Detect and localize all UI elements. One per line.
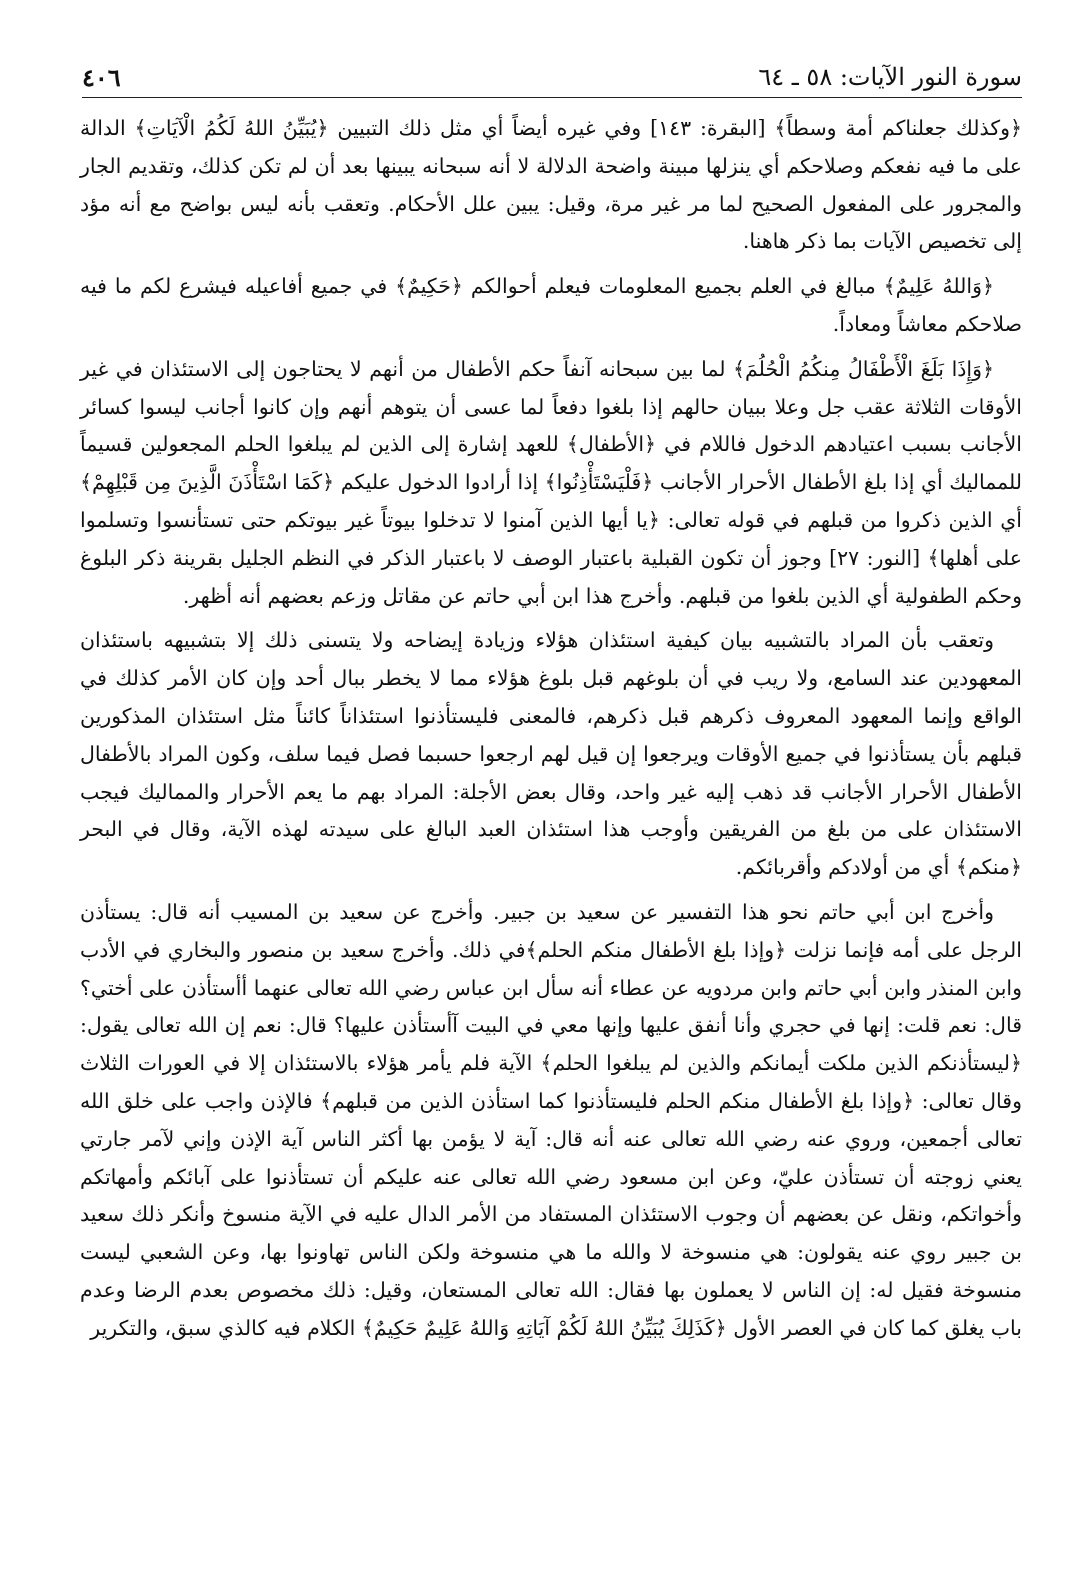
text-body bbox=[80, 110, 1022, 1355]
paragraph: ﴿وَاللهُ عَلِيمٌ﴾ مبالغ في العلم بجميع المعلومات فيعلم أحوالكم ﴿حَكِيمٌ﴾ في جميع أفاعيله فيشرع لكم ما فيه صلاحكم معاشاً ومعاداً. bbox=[80, 274, 1022, 336]
header-rule bbox=[82, 97, 1022, 98]
page-number: ٤٠٦ bbox=[82, 62, 121, 92]
running-title: سورة النور الآيات: ٥٨ ـ ٦٤ bbox=[758, 63, 1022, 91]
paragraph: وأخرج ابن أبي حاتم نحو هذا التفسير عن سعيد بن جبير. وأخرج عن سعيد بن المسيب أنه قال: يستأذن الرجل على أمه فإنما نزلت ﴿وإذا بلغ الأطفال منكم الحلم﴾في ذلك. وأخرج سعيد بن منصور والبخاري في الأدب وابن المنذر وابن أبي حاتم وابن مردويه عن عطاء أنه سأل ابن عباس رضي الله تعالى عنهما أأستأذن على أختي؟ قال: نعم قلت: إنها في حجري وأنا أنفق عليها وإنها معي في البيت آأستأذن عليها؟ قال: نعم إن الله تعالى يقول: ﴿ليستأذنكم الذين ملكت أيمانكم والذين لم يبلغوا الحلم﴾ الآية فلم يأمر هؤلاء بالاستئذان إلا في العورات الثلاث وقال تعالى: ﴿وإذا بلغ الأطفال منكم الحلم فليستأذنوا كما استأذن الذين من قبلهم﴾ فالإذن واجب على خلق الله تعالى أجمعين، وروي عنه رضي الله تعالى عنه أنه قال: آية لا يؤمن بها أكثر الناس آية الإذن وإني لآمر جارتي يعني زوجته أن تستأذن عليّ، وعن ابن مسعود رضي الله تعالى عنه عليكم أن تستأذنوا على آبائكم وأمهاتكم وأخواتكم، ونقل عن بعضهم أن وجوب الاستئذان المستفاد من الأمر الدال عليه في الآية منسوخ وأنكر ذلك سعيد بن جبير روي عنه يقولون: هي منسوخة لا والله ما هي منسوخة ولكن الناس تهاونوا بها، وعن الشعبي ليست منسوخة فقيل له: إن الناس لا يعملون بها فقال: الله تعالى المستعان، وقيل: ذلك مخصوص بعدم الرضا وعدم باب يغلق كما كان في العصر الأول ﴿كَذَلِكَ يُبَيِّنُ اللهُ لَكُمْ آيَاتِهِ وَاللهُ عَلِيمٌ حَكِيمٌ﴾ الكلام فيه كالذي سبق، والتكرير bbox=[80, 899, 1022, 1340]
paragraph: وتعقب بأن المراد بالتشبيه بيان كيفية استئذان هؤلاء وزيادة إيضاحه ولا يتسنى ذلك إلا بتشبيهه باستئذان المعهودين عند السامع، ولا ريب في أن بلوغهم قبل بلوغ هؤلاء مما لا يخطر ببال أحد وإن كان الأمر كذلك في الواقع وإنما المعهود المعروف ذكرهم قبل ذكرهم، فالمعنى فليستأذنوا استئذاناً كائناً مثل استئذان المذكورين قبلهم بأن يستأذنوا في جميع الأوقات ويرجعوا إن قيل لهم ارجعوا حسبما فصل فيما سلف، وكون المراد بالأطفال الأطفال الأحرار الأجانب قد ذهب إليه غير واحد، وقال بعض الأجلة: المراد بهم ما يعم الأحرار والمماليك فيجب الاستئذان على من بلغ من الفريقين وأوجب هذا استئذان العبد البالغ على سيدته لهذه الآية، وقال في البحر ﴿منكم﴾ أي من أولادكم وأقربائكم. bbox=[80, 628, 1022, 880]
paragraph: ﴿وكذلك جعلناكم أمة وسطاً﴾ [البقرة: ١٤٣] وفي غيره أيضاً أي مثل ذلك التبيين ﴿يُبَيِّنُ اللهُ لَكُمُ الْآيَاتِ﴾ الدالة على ما فيه نفعكم وصلاحكم أي ينزلها مبينة واضحة الدلالة لا أنه سبحانه يبينها بعد أن لم تكن كذلك، وتقديم الجار والمجرور على المفعول الصحيح لما مر غير مرة، وقيل: يبين علل الأحكام. وتعقب بأنه ليس بواضح مع أنه مؤد إلى تخصيص الآيات بما ذكر هاهنا. bbox=[80, 116, 1022, 254]
page-header bbox=[82, 60, 1022, 94]
paragraph: ﴿وَإِذَا بَلَغَ الْأَطْفَالُ مِنكُمُ الْحُلُمَ﴾ لما بين سبحانه آنفاً حكم الأطفال من أنهم لا يحتاجون إلى الاستئذان في غير الأوقات الثلاثة عقب جل وعلا ببيان حالهم إذا بلغوا دفعاً لما عسى أن يتوهم أنهم وإن كانوا أجانب ليسوا كسائر الأجانب بسبب اعتيادهم الدخول فاللام في ﴿الأطفال﴾ للعهد إشارة إلى الذين لم يبلغوا الحلم المجعولين قسيماً للمماليك أي إذا بلغ الأطفال الأحرار الأجانب ﴿فَلْيَسْتَأْذِنُوا﴾ إذا أرادوا الدخول عليكم ﴿كَمَا اسْتَأْذَنَ الَّذِينَ مِن قَبْلِهِمْ﴾ أي الذين ذكروا من قبلهم في قوله تعالى: ﴿يا أيها الذين آمنوا لا تدخلوا بيوتاً غير بيوتكم حتى تستأنسوا وتسلموا على أهلها﴾ [النور: ٢٧] وجوز أن تكون القبلية باعتبار الوصف لا باعتبار الذكر في النظم الجليل بقرينة ذكر البلوغ وحكم الطفولية أي الذين بلغوا من قبلهم. وأخرج هذا ابن أبي حاتم عن مقاتل وزعم بعضهم أنه أظهر. bbox=[80, 356, 1022, 608]
